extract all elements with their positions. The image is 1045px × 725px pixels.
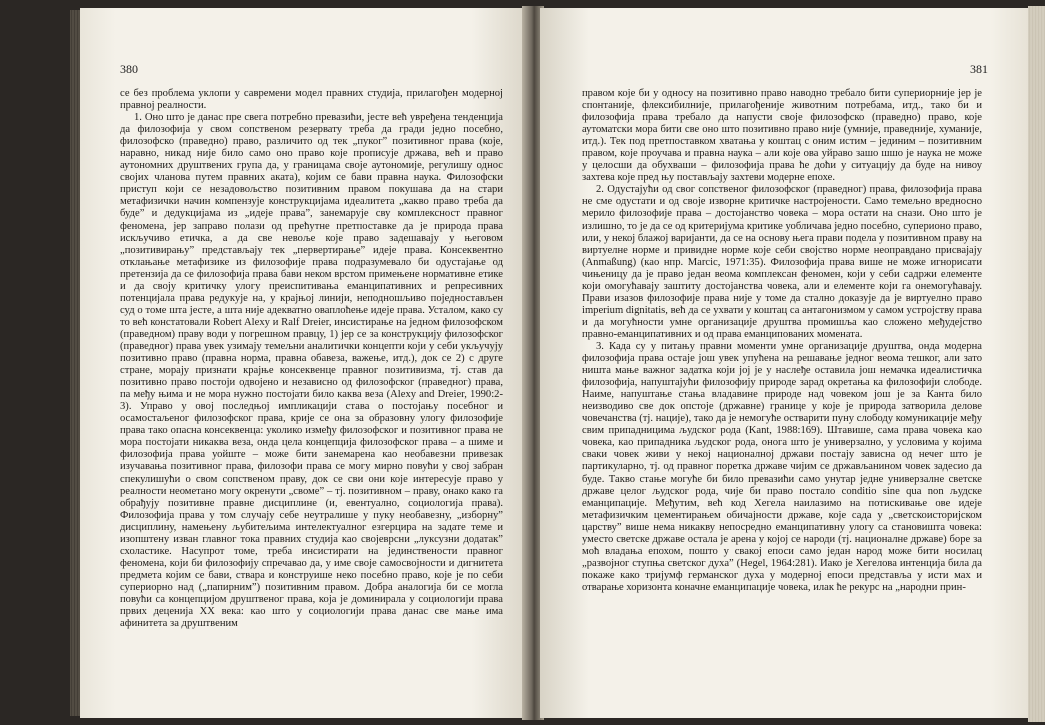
paragraph: 1. Оно што је данас пре свега потребно превазићи, јесте већ увређена тенденција да филозофија у свом сопственом резервату треба да гради једно посебно, филозофско (праведно) право, различито од тек „пуког” позитивног права (које, наравно, никад није било само оно право које прописује држава, већ и право аутономних друштвених група да, у границама своје аутономије, регулишу однос својих чланова путем правних аката), којим се бави правна наука. Филозофски приступ који се незадовољство позитивним правом покушава да на стари метафизички начин компензује конструкцијама идеалитета „какво право треба да буде” и дедукцијама из „идеје права”, занемарује сву комплексност правног феномена, јер заправо полази од прећутне претпоставке да је природа права искључиво етичка, а да све невоље које право задешавају у његовом „позитивирању” представљају тек „первертирање” идеје права. Консеквентно отклањање метафизике из филозофије права подразумевало би одустајање од претензија да се филозофија права бави неком врстом примењене нормативне етике и да своју критичку улогу преиспитивања еманципативних и репресивних потенцијала права редукује на, у крајњој линији, неподношљиво поједностављен суд о томе шта јесте, а шта није адекватно оваплоћење идеје права. Усталом, како су то већ констатовали Robert Alexy и Ralf Dreier, инсистирање на једном филозофском (праведном) праву води у погрешном правцу, 1) јер се за конструкцију филозофског (праведног) права увек узимају темељни аналитички концепти који у себи укључују позитивно право (правна норма, правна обавеза, важење, итд.), док се 2) с друге стране, морају признати крајње консеквенце правног позитивизма, тј. став да позитивно право постоји одвојено и независно од филозофског (праведног) права, па међу њима и не мора нужно постојати било каква веза (Alexy and Dreier, 1990:2-3). Управо у овој последњој импликацији става о постојању посебног и осамостаљеног филозофског права, крије се она за образовну улогу филозофије права тако опасна консеквенца: уколико између филозофског и позитивног права не мора постојати никаква веза, онда цела концепција филозофског права – а шиме и филозофија права уойште – може бити занемарена као необавезни привезак изучавања позитивног права, филозофи права се могу мирно повући у свој забран спекулишући о свом сопственом праву, док се сви они које интересује право у реалности неометано могу окренути „своме” – тј. позитивном – праву, онако како га обрађују позитивне правне дисциплине (и, евентуално, социологија права). Филозофија права у том случају себе неутралише у пуку необавезну, „изборну” дисциплину, намењену љубитељима интелектуалног езгерцира на задате теме и изопштену изван главног тока правних студија као својеврсни „луксузни додатак” схоластике. Насупрот томе, треба инсистирати на јединствености правног феномена, који би филозофију спречавао да, у име своје самосвојности и дигнитета предмета којим се бави, ствара и конструише неко посебно право, које је по себи супериорно над („папирним”) позитивним правом. Добра аналогија би се могла повући са концепцијом друштвеног права, која је доминирала у социологији права првих деценија XX века: као што у социологији права данас све мање има афинитета за друштвеним [120, 112, 503, 630]
right-page [540, 8, 1030, 718]
page-number: 381 [970, 62, 988, 76]
paragraph: 3. Када су у питању правни моменти умне организације друштва, онда модерна филозофија права остаје још увек упућена на решавање једног веома тешког, али зато ништа мање важног задатка који јој је у наслеђе оставила још немачка идеалистичка филозофија, напуштајући филозофију природе зарад окретања ка филозофији слободе. Наиме, напуштање стања владавине природе над човеком још је за Канта било неизводиво све док опстоје (државне) границе у које је природа затворила делове човечанства (тј. нације), тако да је немогуће остварити пуну слободу комуникације међу свим припадницима људског рода (Kant, 1988:169). Штавише, сама права човека као човека, као припадника људског рода, онога што је универзално, у условима у којима сваки човек живи у некој националној држави постају зависна од нечег што је партикуларно, тј. од правног поретка државе чијим се држављанином човек задесио да буде. Такво стање могуће би било превазићи само унутар једне универзалне светске државе целог људског рода, чије би право постало conditio sine qua non људске еманципације. Међутим, већ код Хегела наилазимо на потискивање ове идеје метафизичким цементирањем обичајности државе, које сада у „светскоисторијском царству” више нема никакву непосредно еманципативну улогу са становишта човека: уместо светске државе остала је арена у којој се народи (тј. националне државе) боре за моћ владања епохом, пошто у свакој епоси само један народ може бити носилац „развојног ступња светског духа” (Hegel, 1964:281). Иако је Хегелова интенција била да покаже како тријумф германског духа у модерној епоси представља у исти мах и отварање хоризонта коначне еманципације човека, илак ће рекурс на „народни прин- [582, 340, 982, 593]
paragraph: 2. Одустајући од свог сопственог филозофског (праведног) права, филозофија права не сме одустати и од своје изворне критичке настројености. Само темељно вредносно мерило филозофије права – достојанство човека – мора остати на снази. Оно што је излишно, то је да се од критеријума критике уобличава једно посебно, суперионо право, или, у некој блажој варијанти, да се на основу њега прави подела у позитивном праву на виртуелне норме и привидне норме које себи својство норме неоправдано присвајају (Anmaßung) (као нпр. Marcic, 1971:35). Филозофија права више не може игнорисати чињеницу да је право један веома комплексан феномен, који у себи садржи елементе који омогућавају заштиту достојанства човека, али и елементе који га онемогућавају. Прави изазов филозофије права није у томе да стално доказује да је виртуелно право imperium dignitatis, већ да се ухвати у коштац са антагонизмом у самом устројству права и да могућности умне организације друштва промишља као сложено међудејство правно-еманципативних и од права еманципованих момената. [582, 184, 982, 340]
paragraph: правом које би у односу на позитивно право наводно требало бити супериорније јер је спонтаније, флексибилније, прилагођеније животним потребама, итд., тако би и филозофија права требало да напусти своје филозофско (праведно) право, које аутоматски мора бити све оно што позитивно право није (умније, праведније, хуманије, итд.). Тек под претпоставком хватања у коштац с оним истим – јединим – позитивним правом, које проучава и правна наука – али које ова уйраво зашо шшо је наука не може у целосши да обухваши – филозофија права ће доћи у ситуацију да буде на нивоу захтева које пред њу постављају захтеви модерне епохе. [582, 88, 982, 184]
right-page-text [582, 88, 982, 594]
paragraph: се без проблема уклопи у савремени модел правних студија, прилагођен модерној правној реалности. [120, 88, 503, 112]
left-page [80, 8, 525, 718]
page-number: 380 [120, 62, 138, 76]
right-page-edges [1028, 6, 1045, 722]
left-page-text [120, 88, 503, 630]
